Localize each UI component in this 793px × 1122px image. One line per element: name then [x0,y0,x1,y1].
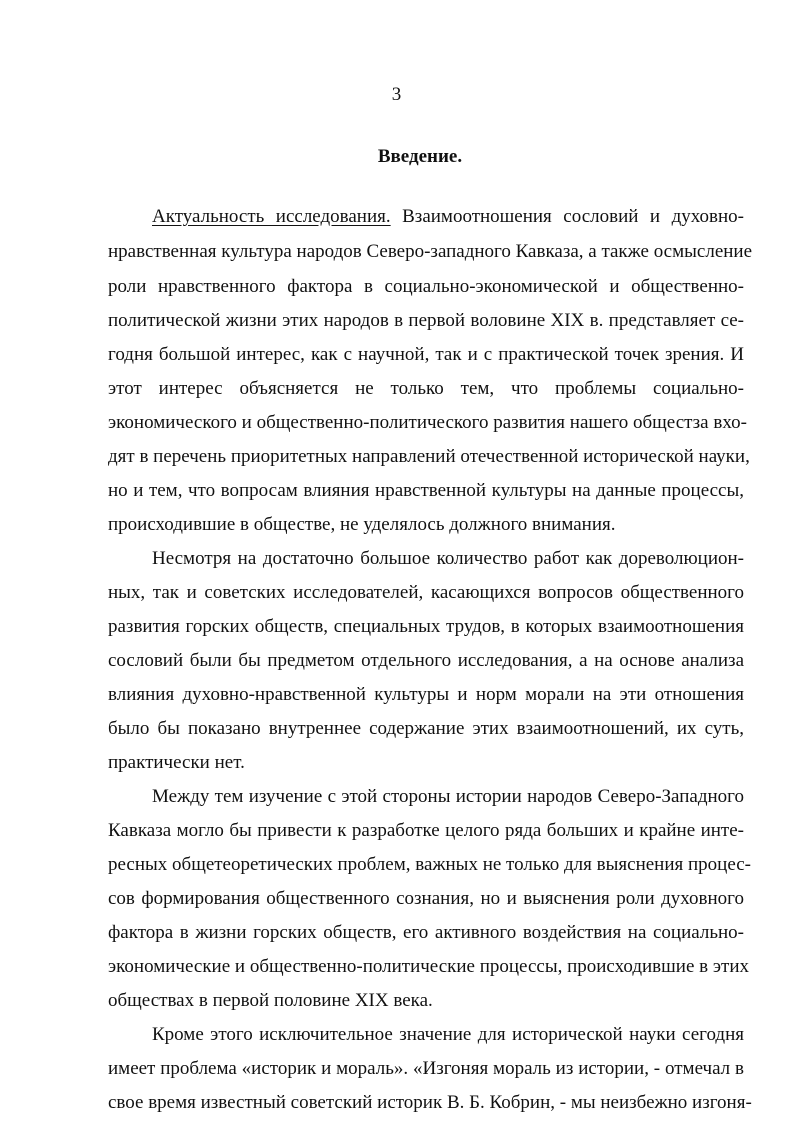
text-line: влияния духовно-нравственной культуры и норм морали на эти отношения [108,684,744,705]
text-line: развития горских обществ, специальных трудов, в которых взаимоотношения [108,616,744,637]
page-number: 3 [391,84,402,105]
subsection-label: Актуальность исследования. [152,206,391,227]
text-line: экономического и общественно-политического развития нашего общестза вхо- [108,412,747,433]
text-line: но и тем, что вопросам влияния нравственной культуры на данные процессы, [108,480,744,501]
text-line: годня большой интерес, как с научной, так и с практической точек зрения. И [108,344,744,365]
text-line: Кроме этого исключительное значение для исторической науки сегодня [152,1024,744,1045]
text-line: роли нравственного фактора в социально-экономической и общественно- [108,276,744,297]
text-line: экономические и общественно-политические процессы, происходившие в этих [108,956,749,977]
section-heading: Введение. [377,146,463,167]
text-line: этот интерес объясняется не только тем, что проблемы социально- [108,378,744,399]
text-line: политической жизни этих народов в первой воловине XIX в. представляет се- [108,310,744,331]
text-line: свое время известный советский историк В. Б. Кобрин, - мы неизбежно изгоня- [108,1092,752,1113]
text-line: фактора в жизни горских обществ, его активного воздействия на социально- [108,922,744,943]
text-line: Между тем изучение с этой стороны истории народов Северо-Западного [152,786,744,807]
text-line: было бы показано внутреннее содержание этих взаимоотношений, их суть, [108,718,744,739]
text-line: дят в перечень приоритетных направлений отечественной исторической науки, [108,446,750,467]
text-line: обществах в первой половине XIX века. [108,990,433,1011]
paragraph-1-line-1 [152,206,744,228]
text-span: Взаимоотношения сословий и духовно- [390,206,744,227]
text-line: Несмотря на достаточно большое количество работ как дореволюцион- [152,548,744,569]
text-line: практически нет. [108,752,245,773]
text-line: сословий были бы предметом отдельного исследования, а на основе анализа [108,650,744,671]
text-line: ресных общетеоретических проблем, важных не только для выяснения процес- [108,854,751,875]
text-line: происходившие в обществе, не уделялось должного внимания. [108,514,616,535]
text-line: сов формирования общественного сознания, но и выяснения роли духовного [108,888,744,909]
text-line: ных, так и советских исследователей, касающихся вопросов общественного [108,582,744,603]
text-line: имеет проблема «историк и мораль». «Изгоняя мораль из истории, - отмечал в [108,1058,744,1079]
text-line: Кавказа могло бы привести к разработке целого ряда больших и крайне инте- [108,820,744,841]
text-line: нравственная культура народов Северо-западного Кавказа, а также осмысление [108,241,753,262]
